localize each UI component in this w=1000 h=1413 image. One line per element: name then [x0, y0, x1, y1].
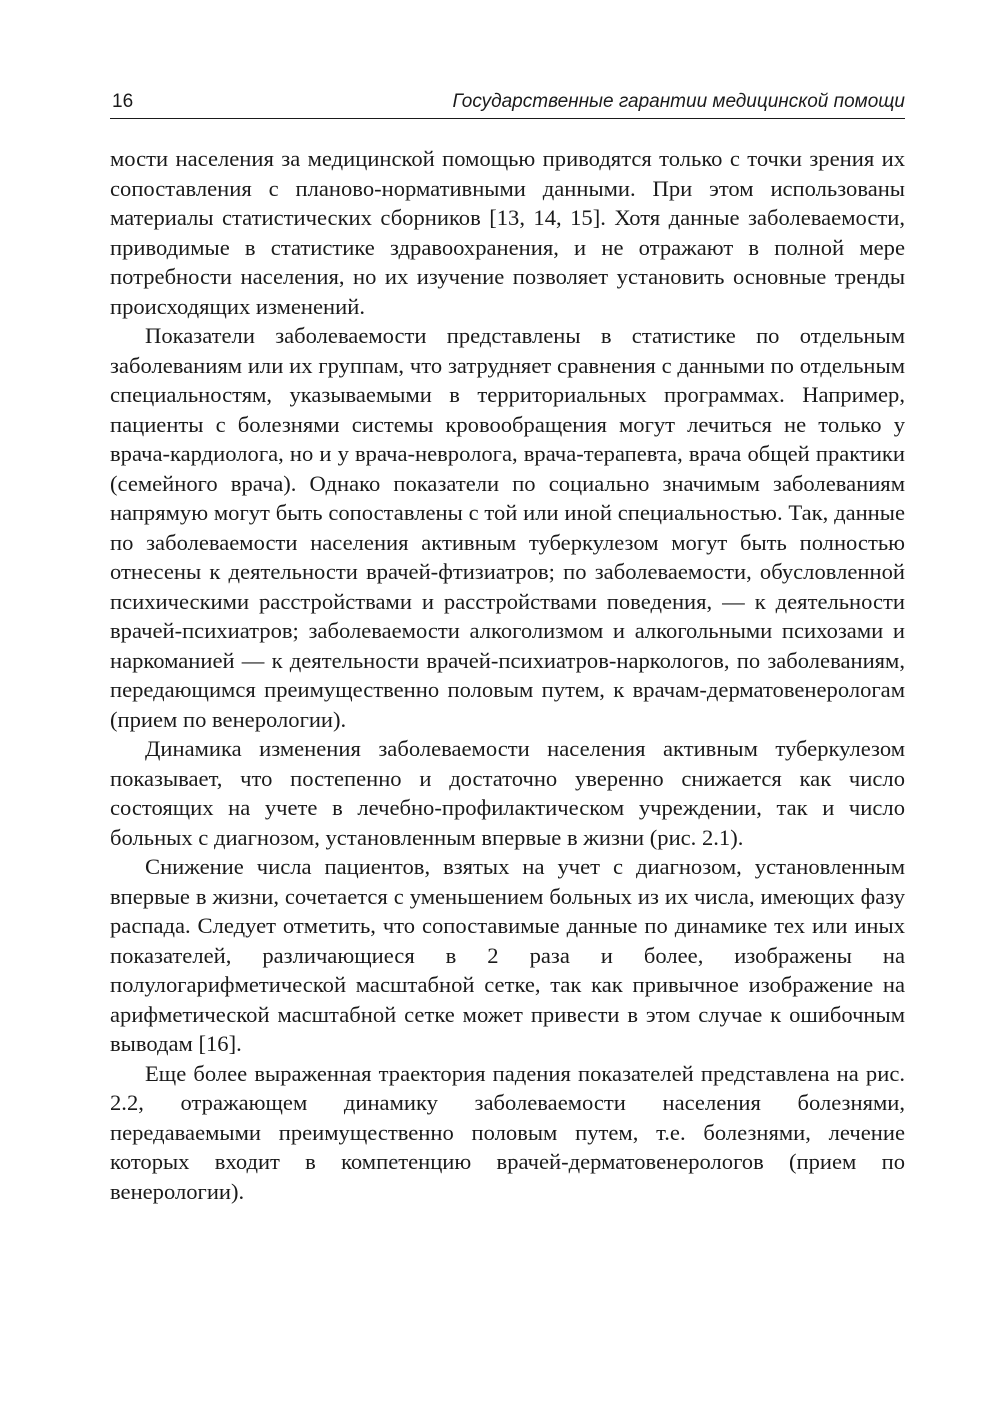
- running-header-title: Государственные гарантии медицинской помощи: [452, 91, 905, 112]
- paragraph: Показатели заболеваемости представлены в статистике по отдельным заболеваниям или их группам, что затрудняет сравнения с данными по отдельным специальностям, указываемыми в территориальных программах. Например, пациенты с болезнями системы кровообращения могут лечиться не только у врача-кардиолога, но и у врача-невролога, врача-терапевта, врача общей практики (семейного врача). Однако показатели по социально значимым заболеваниям напрямую могут быть сопоставлены с той или иной специальностью. Так, данные по заболеваемости населения активным туберкулезом могут быть полностью отнесены к деятельности врачей-фтизиатров; по заболеваемости, обусловленной психическими расстройствами и расстройствами поведения, — к деятельности врачей-психиатров; заболеваемости алкоголизмом и алкогольными психозами и наркоманией — к деятельности врачей-психиатров-наркологов, по заболеваниям, передающимся преимущественно половым путем, к врачам-дерматовенерологам (прием по венерологии).: [110, 323, 905, 732]
- paragraph-continuation: мости населения за медицинской помощью приводятся только с точки зрения их сопоставления с планово-нормативными данными. При этом использованы материалы статистических сборников [13, 14, 15]. Хотя данные заболеваемости, приводимые в статистике здравоохранения, и не отражают в полной мере потребности населения, но их изучение позволяет установить основные тренды происходящих изменений.: [110, 146, 905, 319]
- paragraph: Снижение числа пациентов, взятых на учет с диагнозом, установленным впервые в жизни, сочетается с уменьшением больных из их числа, имеющих фазу распада. Следует отметить, что сопоставимые данные по динамике тех или иных показателей, различающиеся в 2 раза и более, изображены на полулогарифметической масштабной сетке, так как привычное изображение на арифметической масштабной сетке может привести в этом случае к ошибочным выводам [16].: [110, 854, 905, 1056]
- page-number: 16: [112, 91, 134, 112]
- paragraph: Динамика изменения заболеваемости населения активным туберкулезом показывает, что постепенно и достаточно уверенно снижается как число состоящих на учете в лечебно-профилактическом учреждении, так и число больных с диагнозом, установленным впервые в жизни (рис. 2.1).: [110, 736, 905, 850]
- running-header: [110, 88, 905, 119]
- body-text: [110, 144, 905, 1206]
- paragraph: Еще более выраженная траектория падения показателей представлена на рис. 2.2, отражающем динамику заболеваемости населения болезнями, передаваемыми преимущественно половым путем, т.е. болезнями, лечение которых входит в компетенцию врачей-дерматовенерологов (прием по венерологии).: [110, 1060, 905, 1204]
